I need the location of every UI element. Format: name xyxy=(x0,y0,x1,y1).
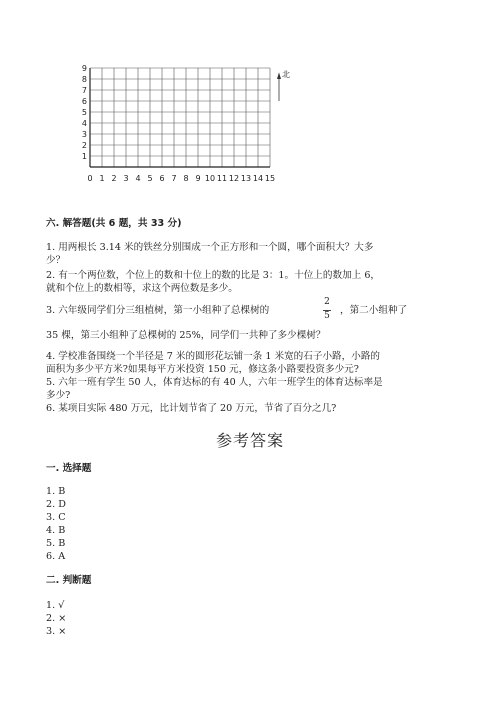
x-tick-label: 14 xyxy=(252,174,264,183)
x-tick-label: 7 xyxy=(171,174,177,183)
choice-answer-2: 2. D xyxy=(46,499,66,510)
question-5-line-1: 5. 六年一班有学生 50 人，体育达标的有 40 人，六年一班学生的体育达标率是 xyxy=(46,377,383,388)
choice-section-heading: 一. 选择题 xyxy=(46,463,92,474)
x-tick-label: 3 xyxy=(123,174,129,183)
question-3-line-1b: ，第二小组种了 xyxy=(340,305,408,316)
judge-answer-2: 2. × xyxy=(46,613,67,624)
choice-answer-5: 5. B xyxy=(46,538,66,549)
choice-answer-3: 3. C xyxy=(46,512,66,523)
judge-answer-1: 1. √ xyxy=(46,600,65,611)
x-tick-label: 11 xyxy=(216,174,228,183)
question-2-line-1: 2. 有一个两位数，个位上的数和十位上的数的比是 3：1。十位上的数加上 6， xyxy=(46,270,381,281)
y-tick-label: 7 xyxy=(81,86,87,95)
x-tick-label: 12 xyxy=(228,174,240,183)
judge-section-heading: 二. 判断题 xyxy=(46,575,92,586)
choice-answer-4: 4. B xyxy=(46,525,66,536)
question-5-line-2: 多少? xyxy=(46,390,71,401)
north-label: 北 xyxy=(282,69,290,79)
answer-key-title: 参考答案 xyxy=(215,431,284,450)
x-tick-label: 0 xyxy=(87,174,93,183)
section-six-heading: 六. 解答题(共 6 题，共 33 分) xyxy=(46,218,182,229)
question-4-line-1: 4. 学校准备围绕一个半径是 7 米的圆形花坛铺一条 1 米宽的石子小路，小路的 xyxy=(46,351,381,362)
y-tick-label: 2 xyxy=(81,141,87,150)
y-tick-label: 1 xyxy=(81,152,87,161)
x-tick-label: 5 xyxy=(147,174,153,183)
y-tick-label: 4 xyxy=(81,119,87,128)
question-1-line-1: 1. 用两根长 3.14 米的铁丝分别围成一个正方形和一个圆，哪个面积大？大多 xyxy=(46,242,374,253)
y-tick-label: 6 xyxy=(81,97,87,106)
x-tick-label: 15 xyxy=(264,174,276,183)
north-arrow-icon xyxy=(277,72,281,79)
x-tick-label: 6 xyxy=(159,174,165,183)
coordinate-grid xyxy=(80,60,290,195)
question-4-line-2: 面积为多少平方米?如果每平方米投资 150 元，修这条小路要投资多少元? xyxy=(46,364,359,375)
judge-answer-3: 3. × xyxy=(46,626,67,637)
y-tick-label: 8 xyxy=(81,75,87,84)
fraction-denominator: 5 xyxy=(324,311,330,321)
question-3-line-1a: 3. 六年级同学们分三组植树，第一小组种了总棵树的 xyxy=(46,305,270,316)
choice-answer-1: 1. B xyxy=(46,486,66,497)
choice-answer-6: 6. A xyxy=(46,551,66,562)
x-tick-label: 4 xyxy=(135,174,141,183)
x-tick-label: 10 xyxy=(204,174,216,183)
y-tick-label: 3 xyxy=(81,130,87,139)
x-tick-label: 13 xyxy=(240,174,252,183)
question-3-line-2: 35 棵，第三小组种了总棵树的 25%，同学们一共种了多少棵树？ xyxy=(46,330,326,341)
x-tick-label: 2 xyxy=(111,174,117,183)
fraction-numerator: 2 xyxy=(324,297,330,307)
y-tick-label: 5 xyxy=(81,108,87,117)
question-1-line-2: 少？ xyxy=(46,255,66,266)
x-tick-label: 1 xyxy=(99,174,105,183)
question-2-line-2: 就和个位上的数相等，求这个两位数是多少。 xyxy=(46,283,238,294)
y-tick-label: 9 xyxy=(81,64,87,73)
x-tick-label: 8 xyxy=(183,174,189,183)
x-tick-label: 9 xyxy=(195,174,201,183)
question-6-line-1: 6. 某项目实际 480 万元，比计划节省了 20 万元，节省了百分之几? xyxy=(46,403,337,414)
